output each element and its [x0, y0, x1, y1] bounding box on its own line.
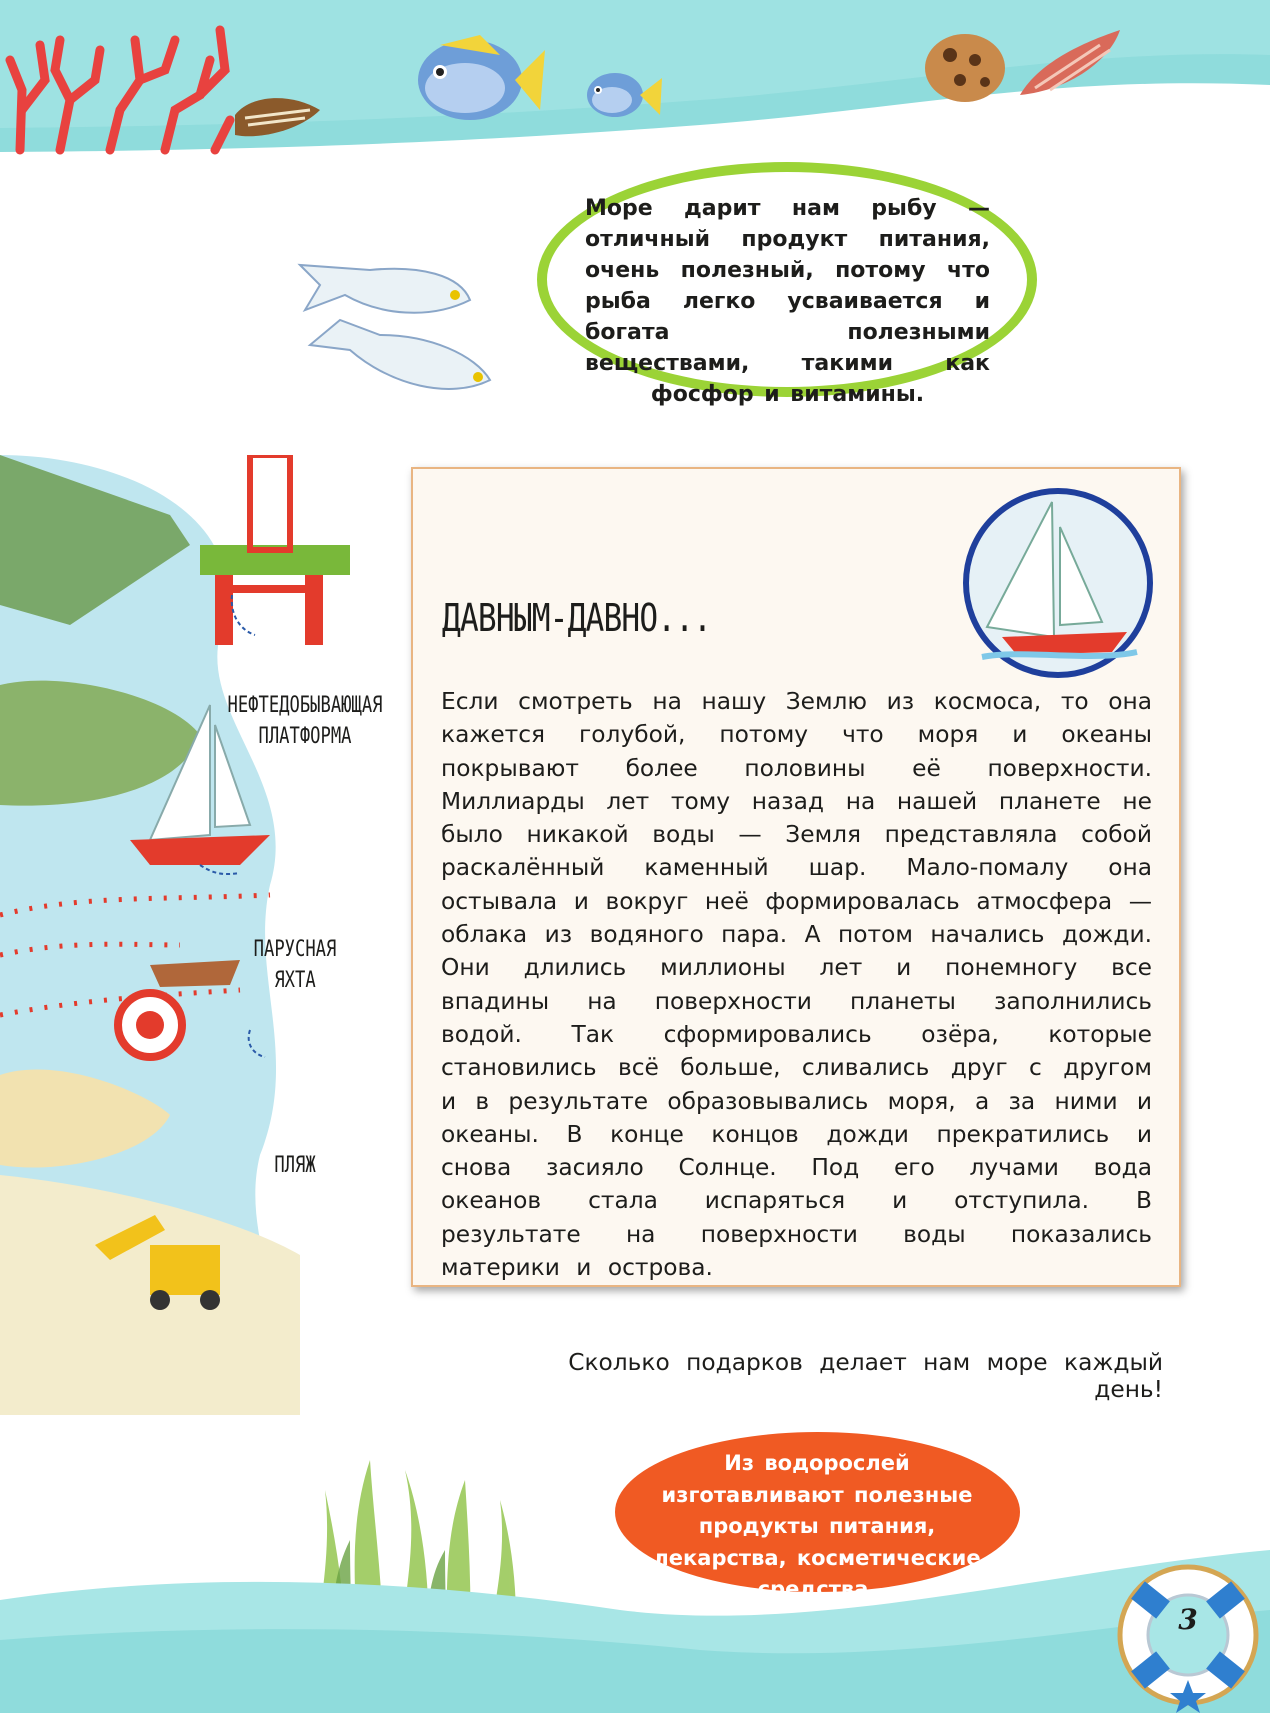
top-wave-illustration: [0, 0, 1270, 160]
sailboat-medallion: [962, 487, 1154, 679]
sailboat-label-line2: ЯХТА: [274, 968, 316, 993]
silver-fish-illustration: [290, 225, 540, 450]
card-body-text: Если смотреть на нашу Землю из космоса, то она кажется голубой, потому что моря и океаны покрывают более половины её поверхности. Миллиарды лет тому назад на нашей планете не было никакой воды — Земля представляла собой раскалённый каменный шар. Мало-помалу она остывала и вокруг неё формировалась атмосфера — облака из водяного пара. А потом начались дожди. Они длились миллионы лет и понемногу все впадины на поверхности планеты заполнились водой. Так сформировались озёра, которые становились всё больше, сливались друг с другом и в результате образовывались моря, а за ними и океаны. В конце концов дожди прекратились и снова засияло Солнце. Под его лучами вода океанов стала испаряться и отступила. В результате на поверхности воды показались материки и острова.: [441, 688, 1152, 1282]
algae-fact-text: Из водорослей изготавливают полезные продукты питания, лекарства, косметические средства.: [653, 1451, 981, 1601]
map-label-oil-platform: [227, 690, 383, 752]
spotted-shell-icon: [925, 34, 1005, 102]
umbrella-icon: [118, 993, 182, 1057]
card-heading: ДАВНЫМ-ДАВНО...: [442, 596, 712, 640]
card-body: [441, 685, 1152, 1284]
oil-platform-label-line2: ПЛАТФОРМА: [258, 724, 352, 749]
fish-fact-text: Море дарит нам рыбу — отличный продукт питания, очень полезный, потому что рыба легко усваивается и богата полезными веществами, такими как фосфор и витамины.: [585, 196, 990, 407]
sailboat-label-line1: ПАРУСНАЯ: [253, 937, 337, 962]
page-number: 3: [1178, 1603, 1198, 1636]
map-label-sailboat: [240, 934, 349, 996]
map-label-beach: [260, 1150, 330, 1181]
closing-line: Сколько подарков делает нам море каждый день!: [568, 1349, 1163, 1403]
oil-platform-label-line1: НЕФТЕДОБЫВАЮЩАЯ: [227, 693, 383, 718]
bottom-wave-illustration: [0, 1540, 1270, 1713]
beach-label: ПЛЯЖ: [274, 1153, 316, 1178]
